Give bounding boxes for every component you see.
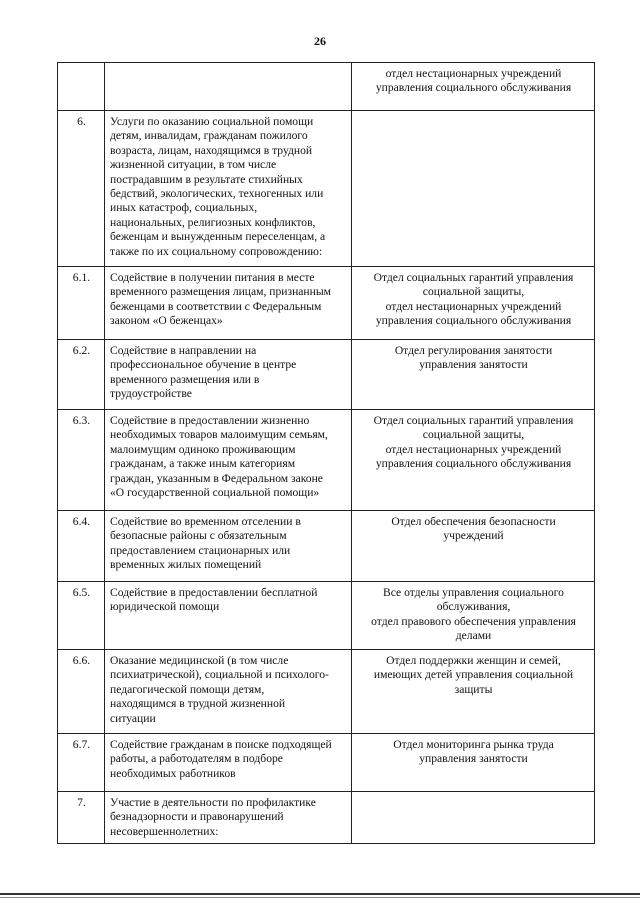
text-line: временных жилых помещений xyxy=(110,558,262,572)
text-line: беженцам и вынужденным переселенцам, а xyxy=(110,230,326,244)
text-line: отдел правового обеспечения управления xyxy=(371,614,576,628)
text-line: находящимся в трудной жизненной xyxy=(110,697,286,711)
text-line: Содействие во временном отселении в xyxy=(110,515,301,528)
row-number xyxy=(58,63,105,111)
row-number: 6.5. xyxy=(58,582,105,650)
text-line: граждан, указанным в Федеральном законе xyxy=(110,471,323,485)
text-line: Отдел регулирования занятости xyxy=(394,344,553,357)
services-table xyxy=(57,62,595,844)
text-line: управления социального обслуживания xyxy=(375,314,572,328)
responsible-text xyxy=(352,511,595,582)
text-line: управления занятости xyxy=(419,752,528,766)
text-line: несовершеннолетних: xyxy=(110,824,219,838)
text-line: Оказание медицинской (в том числе xyxy=(110,654,289,667)
service-text xyxy=(105,650,352,734)
text-line: безнадзорности и правонарушений xyxy=(110,810,284,824)
responsible-text xyxy=(352,792,595,844)
text-line: необходимых работников xyxy=(110,766,236,780)
text-line: временного размещения или в xyxy=(110,372,260,386)
responsible-text xyxy=(352,650,595,734)
responsible-text xyxy=(352,63,595,111)
row-number: 6.4. xyxy=(58,511,105,582)
responsible-text xyxy=(352,340,595,410)
text-line: безопасные районы с обязательным xyxy=(110,529,287,543)
table-row xyxy=(58,734,595,792)
text-line: детям, инвалидам, гражданам пожилого xyxy=(110,129,308,143)
text-line: Содействие гражданам в поиске подходящей xyxy=(110,738,332,751)
text-line: Услуги по оказанию социальной помощи xyxy=(110,115,314,128)
text-line: работы, а работодателям в подборе xyxy=(110,752,283,766)
text-line: необходимых товаров малоимущим семьям, xyxy=(110,428,328,442)
responsible-text xyxy=(352,410,595,511)
text-line: также по их социальному сопровождению: xyxy=(110,244,323,258)
text-line: юридической помощи xyxy=(110,600,220,614)
text-line: национальных, религиозных конфликтов, xyxy=(110,215,316,229)
text-line: предоставлением стационарных или xyxy=(110,543,291,557)
text-line: временного размещения лицам, признанным xyxy=(110,285,331,299)
text-line: имеющих детей управления социальной xyxy=(373,668,574,682)
text-line: отдел нестационарных учреждений xyxy=(385,299,562,313)
text-line: Отдел поддержки женщин и семей, xyxy=(386,654,561,667)
table-row xyxy=(58,410,595,511)
text-line: бедствий, экологических, техногенных или xyxy=(110,187,324,201)
row-number: 6.1. xyxy=(58,267,105,340)
table-row xyxy=(58,111,595,267)
row-number: 6.3. xyxy=(58,410,105,511)
text-line: гражданам, а также иным категориям xyxy=(110,457,296,471)
text-line: профессиональное обучение в центре xyxy=(110,358,297,372)
text-line: иных катастроф, социальных, xyxy=(110,201,258,215)
row-number: 6.7. xyxy=(58,734,105,792)
text-line: Отдел мониторинга рынка труда xyxy=(393,738,554,751)
service-text xyxy=(105,511,352,582)
service-text xyxy=(105,267,352,340)
text-line: жизненной ситуации, в том числе xyxy=(110,158,277,172)
scan-edge-line xyxy=(0,893,640,895)
text-line: Все отделы управления социального xyxy=(383,586,564,599)
service-text xyxy=(105,340,352,410)
text-line: Отдел социальных гарантий управления xyxy=(373,414,574,427)
table-row xyxy=(58,650,595,734)
responsible-text xyxy=(352,111,595,267)
text-line: учреждений xyxy=(443,529,504,543)
text-line: пострадавшим в результате стихийных xyxy=(110,172,303,186)
table-row xyxy=(58,267,595,340)
responsible-text xyxy=(352,734,595,792)
text-line: защиты xyxy=(454,682,493,696)
text-line: возраста, лицам, находящимся в трудной xyxy=(110,143,313,157)
text-line: Отдел социальных гарантий управления xyxy=(373,271,574,284)
text-line: обслуживания, xyxy=(436,600,511,614)
table-body xyxy=(58,63,595,844)
service-text xyxy=(105,734,352,792)
row-number: 7. xyxy=(58,792,105,844)
service-text xyxy=(105,410,352,511)
text-line: трудоустройстве xyxy=(110,387,192,401)
table-row xyxy=(58,582,595,650)
text-line: психиатрической), социальной и психолого- xyxy=(110,668,329,682)
table-row xyxy=(58,340,595,410)
text-line: отдел нестационарных учреждений xyxy=(385,67,562,80)
table-row xyxy=(58,511,595,582)
responsible-text xyxy=(352,267,595,340)
responsible-text xyxy=(352,582,595,650)
service-text xyxy=(105,792,352,844)
text-line: малоимущим одиноко проживающим xyxy=(110,442,296,456)
text-line: отдел нестационарных учреждений xyxy=(385,442,562,456)
table-row xyxy=(58,63,595,111)
text-line: управления социального обслуживания xyxy=(375,457,572,471)
service-text xyxy=(105,111,352,267)
text-line: «О государственной социальной помощи» xyxy=(110,486,320,500)
text-line: беженцами в соответствии с Федеральным xyxy=(110,299,322,313)
text-line: Участие в деятельности по профилактике xyxy=(110,796,316,809)
scan-edge-line xyxy=(0,897,640,898)
text-line: Содействие в предоставлении жизненно xyxy=(110,414,310,427)
service-text xyxy=(105,63,352,111)
row-number: 6.6. xyxy=(58,650,105,734)
text-line: Содействие в предоставлении бесплатной xyxy=(110,586,318,599)
text-line: социальной защиты, xyxy=(422,285,525,299)
text-line: Отдел обеспечения безопасности xyxy=(391,515,556,528)
row-number: 6.2. xyxy=(58,340,105,410)
text-line: законом «О беженцах» xyxy=(110,314,223,328)
service-text xyxy=(105,582,352,650)
text-line: ситуации xyxy=(110,711,156,725)
text-line: Содействие в направлении на xyxy=(110,344,257,357)
text-line: управления социального обслуживания xyxy=(375,81,572,95)
page-number: 26 xyxy=(314,34,326,48)
text-line: Содействие в получении питания в месте xyxy=(110,271,315,284)
table-row xyxy=(58,792,595,844)
row-number: 6. xyxy=(58,111,105,267)
text-line: социальной защиты, xyxy=(422,428,525,442)
text-line: делами xyxy=(455,629,492,643)
text-line: педагогической помощи детям, xyxy=(110,682,265,696)
text-line: управления занятости xyxy=(419,358,528,372)
